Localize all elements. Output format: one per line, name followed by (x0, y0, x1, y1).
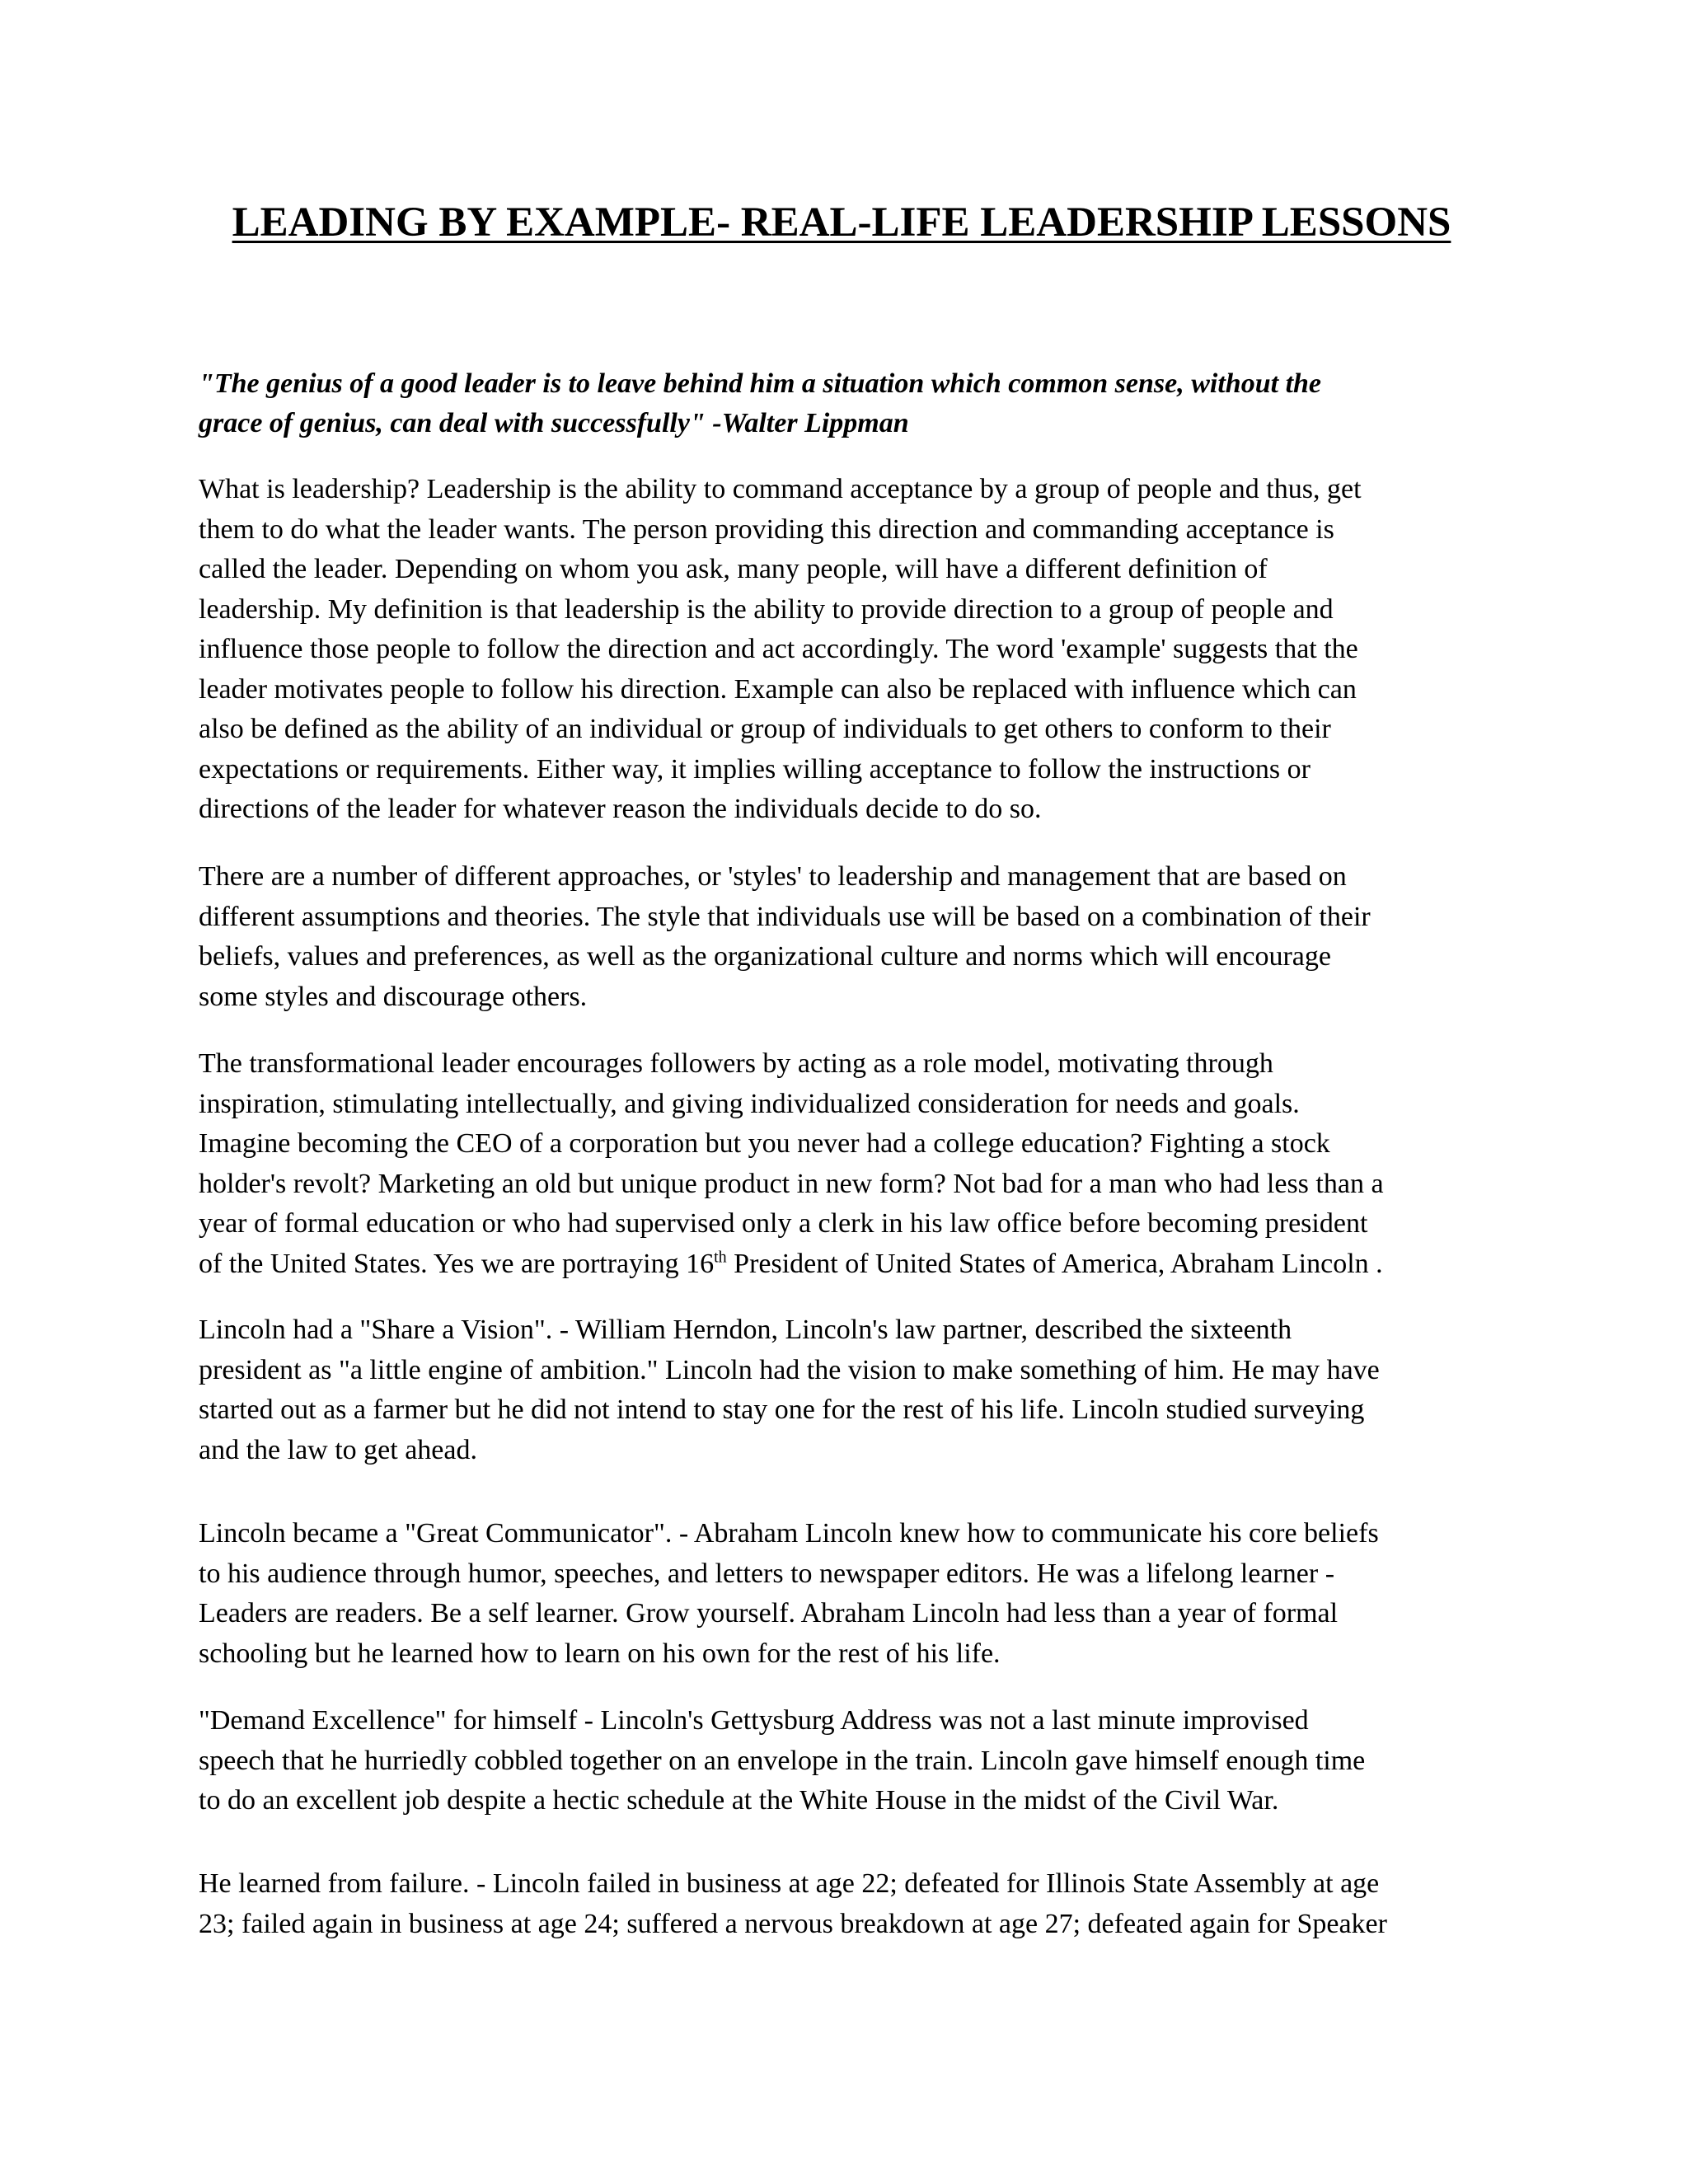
text-line: them to do what the leader wants. The person providing this direction and commanding acceptance is (199, 513, 1334, 545)
text-line: What is leadership? Leadership is the ability to command acceptance by a group of people and thus, get (199, 474, 1362, 504)
text-line: There are a number of different approaches, or 'styles' to leadership and management that are based on (199, 861, 1347, 892)
text-line: and the law to get ahead. (199, 1434, 477, 1465)
text-line: year of formal education or who had supervised only a clerk in his law office before becoming president (199, 1208, 1368, 1239)
paragraph-transformational-leader (199, 1044, 1484, 1284)
text-fragment: of the United States. Yes we are portraying 16 (199, 1248, 715, 1279)
paragraph-great-communicator (199, 1514, 1484, 1674)
ordinal-suffix: th (714, 1248, 727, 1267)
text-line: some styles and discourage others. (199, 981, 588, 1012)
text-line (199, 1244, 1484, 1285)
text-line: started out as a farmer but he did not intend to stay one for the rest of his life. Lincoln studied surveying (199, 1394, 1365, 1425)
text-line: Lincoln became a "Great Communicator". - Abraham Lincoln knew how to communicate his core beliefs (199, 1518, 1379, 1549)
paragraph-demand-excellence (199, 1701, 1484, 1821)
text-line: leader motivates people to follow his direction. Example can also be replaced with influence which can (199, 673, 1357, 705)
paragraph-leadership-styles (199, 857, 1484, 1017)
text-line: Imagine becoming the CEO of a corporation but you never had a college education? Fighting a stock (199, 1128, 1330, 1159)
text-line: influence those people to follow the direction and act accordingly. The word 'example' suggests that the (199, 634, 1358, 664)
text-line: Leaders are readers. Be a self learner. Grow yourself. Abraham Lincoln had less than a year of formal (199, 1598, 1339, 1629)
text-line: expectations or requirements. Either way, it implies willing acceptance to follow the instructions or (199, 753, 1311, 785)
text-line: directions of the leader for whatever reason the individuals decide to do so. (199, 794, 1042, 824)
paragraph-learned-from-failure (199, 1864, 1484, 1944)
text-line: also be defined as the ability of an individual or group of individuals to get others to conform to their (199, 714, 1331, 744)
text-line: beliefs, values and preferences, as well as the organizational culture and norms which will encourage (199, 941, 1331, 972)
quote-line: grace of genius, can deal with successfully" -Walter Lippman (199, 408, 909, 438)
text-line: inspiration, stimulating intellectually, and giving individualized consideration for needs and goals. (199, 1088, 1300, 1119)
quote-line: "The genius of a good leader is to leave behind him a situation which common sense, without the (199, 368, 1322, 399)
text-line: to his audience through humor, speeches, and letters to newspaper editors. He was a lifelong learner - (199, 1558, 1335, 1589)
text-line: schooling but he learned how to learn on his own for the rest of his life. (199, 1638, 1001, 1669)
opening-quote (199, 364, 1484, 443)
text-line: leadership. My definition is that leadership is the ability to provide direction to a group of people and (199, 593, 1334, 625)
text-line: Lincoln had a "Share a Vision". - William Herndon, Lincoln's law partner, described the sixteenth (199, 1315, 1292, 1345)
text-line: The transformational leader encourages followers by acting as a role model, motivating through (199, 1048, 1273, 1079)
text-fragment: President of United States of America, Abraham Lincoln . (726, 1248, 1383, 1279)
text-line: different assumptions and theories. The style that individuals use will be based on a combination of their (199, 901, 1371, 932)
paragraph-share-a-vision (199, 1310, 1484, 1470)
text-line: He learned from failure. - Lincoln failed in business at age 22; defeated for Illinois State Assembly at age (199, 1868, 1380, 1899)
text-line: 23; failed again in business at age 24; suffered a nervous breakdown at age 27; defeated again for Speaker (199, 1908, 1387, 1939)
text-line: called the leader. Depending on whom you ask, many people, will have a different definition of (199, 554, 1268, 584)
text-line: "Demand Excellence" for himself - Lincoln's Gettysburg Address was not a last minute improvised (199, 1705, 1309, 1736)
text-line: to do an excellent job despite a hectic schedule at the White House in the midst of the Civil War. (199, 1785, 1279, 1816)
paragraph-what-is-leadership (199, 470, 1484, 830)
text-line: speech that he hurriedly cobbled together on an envelope in the train. Lincoln gave himself enough time (199, 1745, 1366, 1776)
text-line: president as "a little engine of ambition." Lincoln had the vision to make something of him. He may have (199, 1354, 1380, 1385)
document-title: LEADING BY EXAMPLE- REAL-LIFE LEADERSHIP LESSONS (232, 199, 1451, 246)
text-line: holder's revolt? Marketing an old but unique product in new form? Not bad for a man who had less than a (199, 1168, 1384, 1199)
